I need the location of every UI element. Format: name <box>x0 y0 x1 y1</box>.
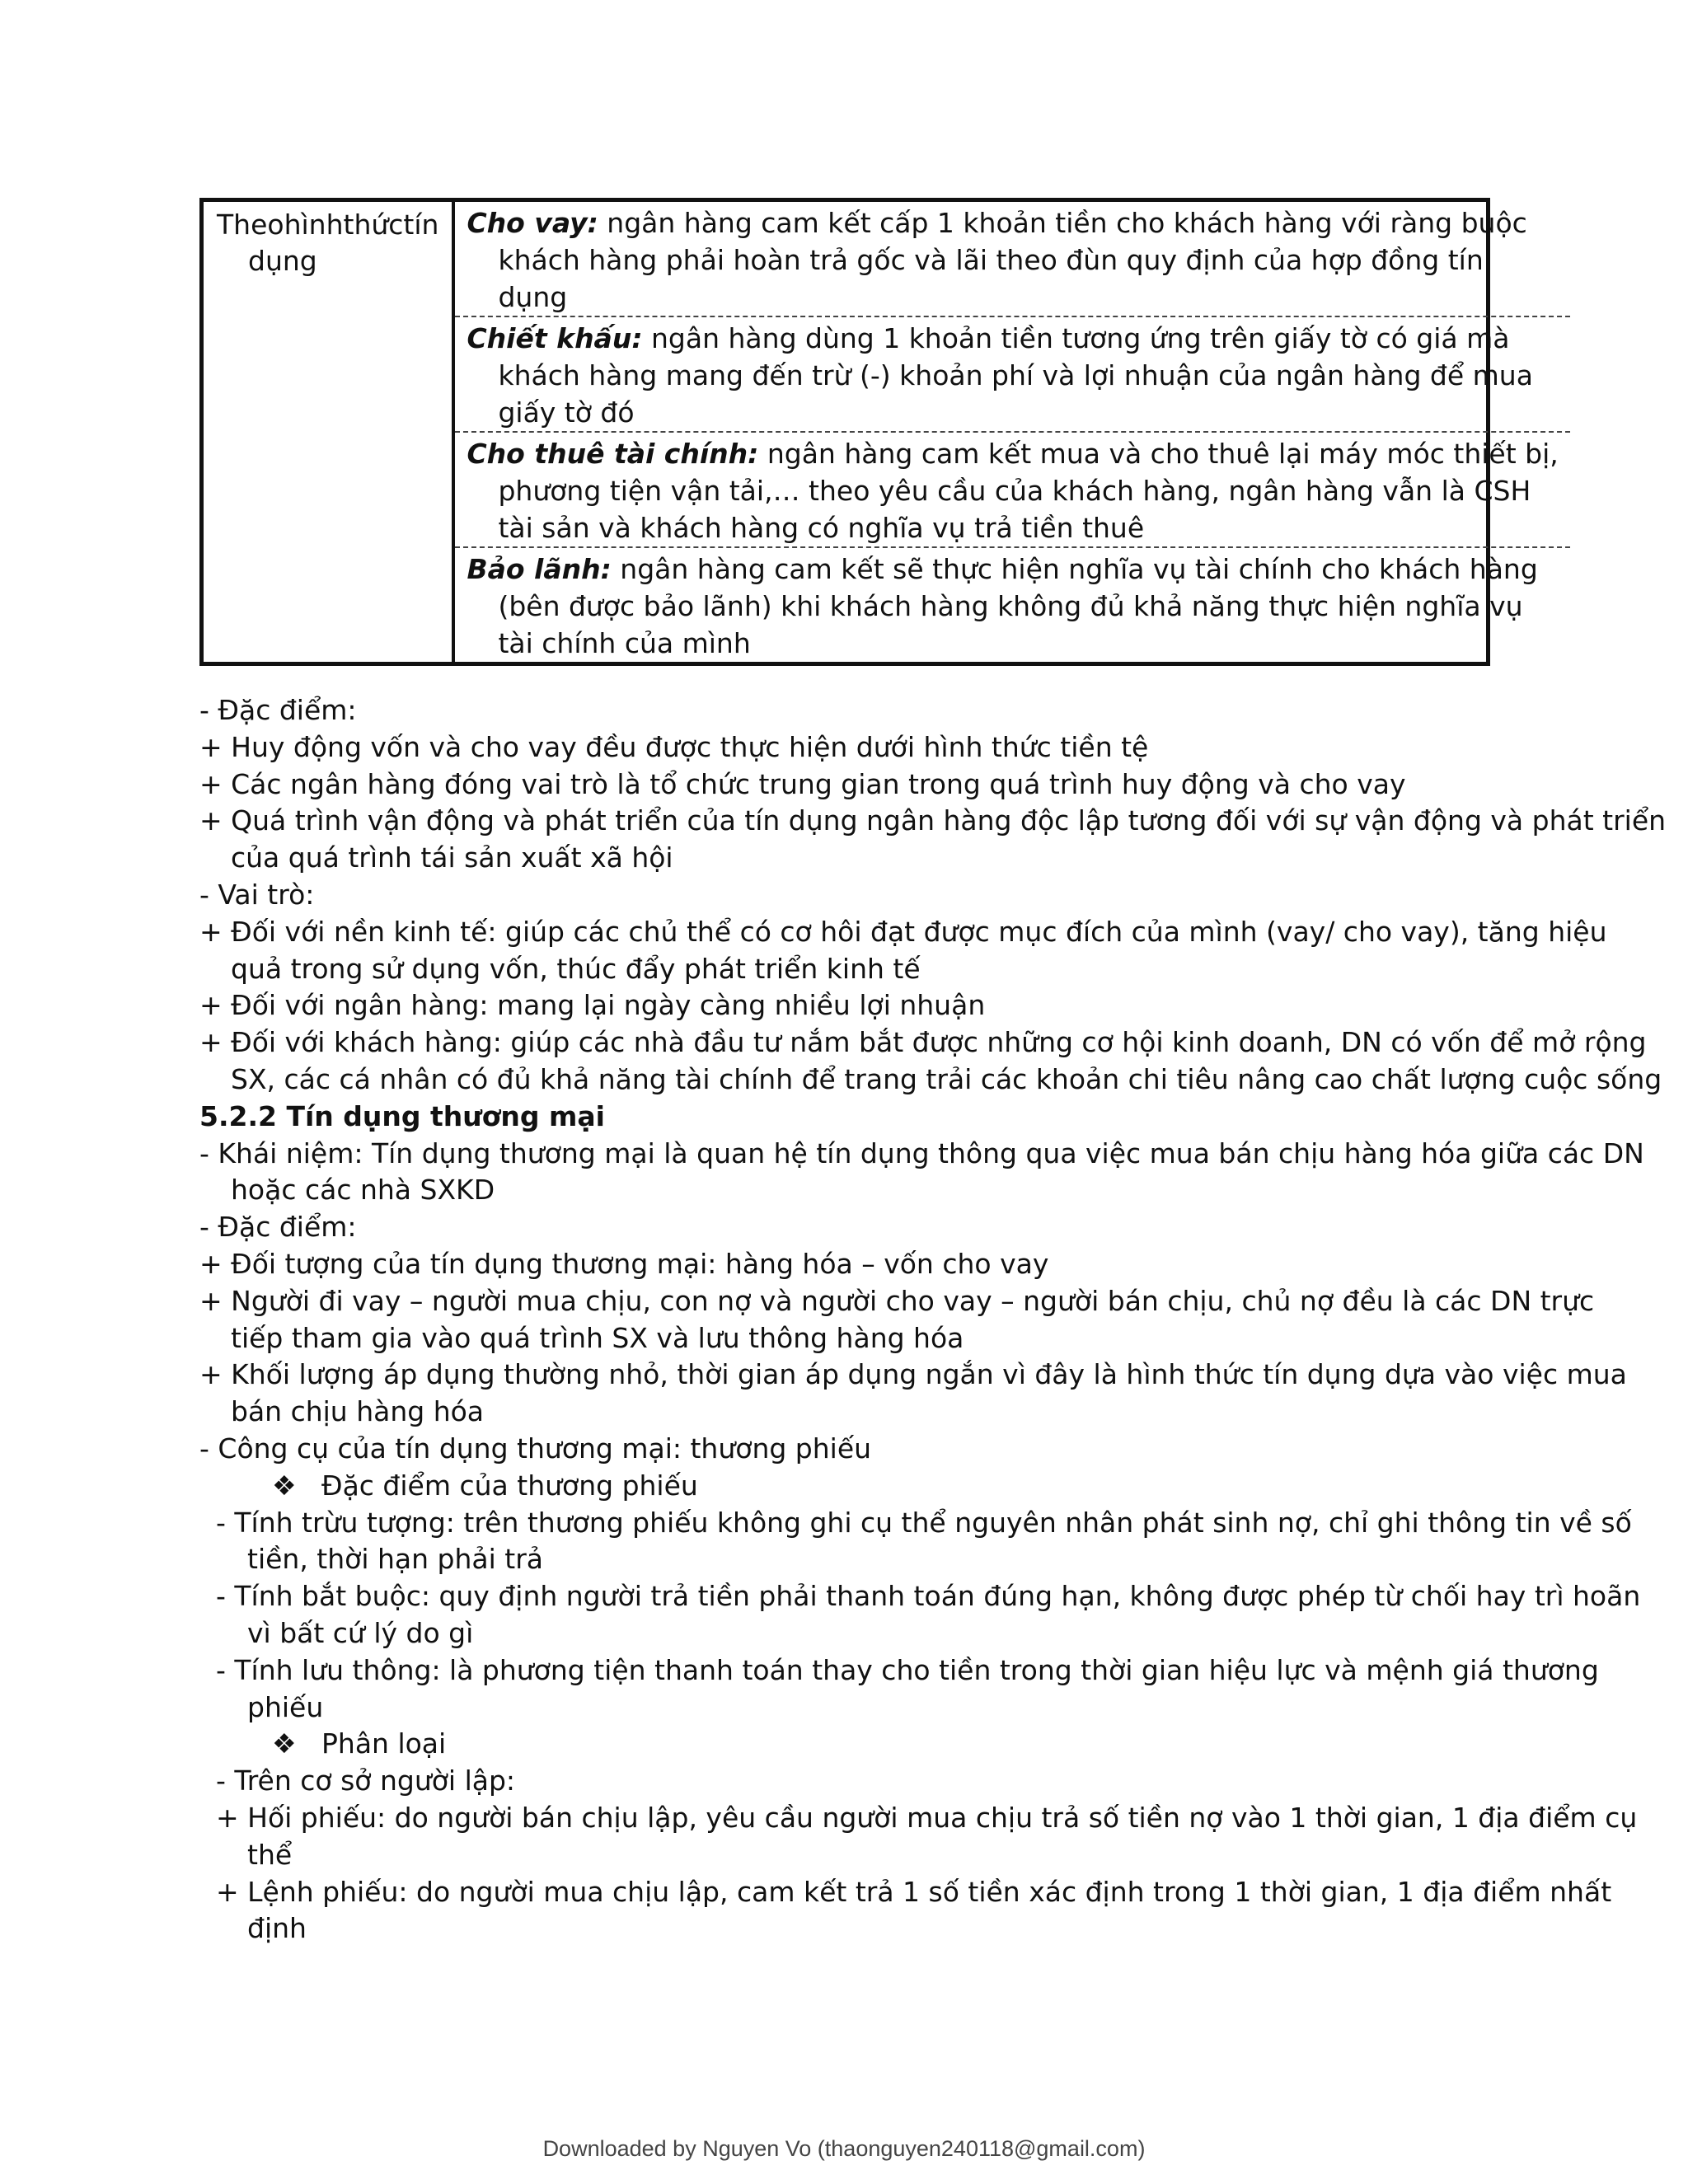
term-cho-vay: Cho vay: <box>467 207 598 239</box>
definition-text: phương tiện vận tải,… theo yêu cầu của khách hàng, ngân hàng vẫn là CSH <box>498 475 1531 507</box>
section-heading: 5.2.2 Tín dụng thương mại <box>199 1099 605 1132</box>
section-label: - Đặc điểm: <box>199 1211 357 1244</box>
text-line: quả trong sử dụng vốn, thúc đẩy phát triển kinh tế <box>231 952 921 985</box>
diamond-bullet-icon: ❖ <box>272 1727 297 1760</box>
table-row-bao-lanh <box>455 548 1569 662</box>
text-line: + Quá trình vận động và phát triển của tín dụng ngân hàng độc lập tương đối với sự vận động và phát triển <box>199 804 1667 837</box>
body-text <box>199 692 1667 1947</box>
definition-text: khách hàng mang đến trừ (-) khoản phí và lợi nhuận của ngân hàng để mua <box>498 359 1533 391</box>
text-line: bán chịu hàng hóa <box>231 1395 485 1428</box>
text-line: hoặc các nhà SXKD <box>231 1174 495 1207</box>
text-line: + Đối với ngân hàng: mang lại ngày càng nhiều lợi nhuận <box>199 989 986 1022</box>
text-line: tiếp tham gia vào quá trình SX và lưu thông hàng hóa <box>231 1321 964 1354</box>
text-line: của quá trình tái sản xuất xã hội <box>231 841 673 874</box>
text-line: vì bất cứ lý do gì <box>247 1616 474 1649</box>
text-line: + Người đi vay – người mua chịu, con nợ và người cho vay – người bán chịu, chủ nợ đều là các DN trực <box>199 1284 1595 1317</box>
text-line: phiếu <box>247 1690 324 1723</box>
text-line: SX, các cá nhân có đủ khả năng tài chính để trang trải các khoản chi tiêu nâng cao chất lượng cuộc sống <box>231 1062 1662 1095</box>
term-cho-thue-tai-chinh: Cho thuê tài chính: <box>467 438 759 470</box>
text-line: - Công cụ của tín dụng thương mại: thương phiếu <box>199 1432 872 1465</box>
text-line: - Khái niệm: Tín dụng thương mại là quan hệ tín dụng thông qua việc mua bán chịu hàng hóa giữa các DN <box>199 1137 1644 1169</box>
definition-text: ngân hàng cam kết mua và cho thuê lại máy móc thiết bị, <box>758 438 1559 470</box>
text-line: - Tính lưu thông: là phương tiện thanh toán thay cho tiền trong thời gian hiệu lực và mệnh giá thương <box>216 1653 1599 1686</box>
section-label: - Vai trò: <box>199 878 315 911</box>
table-right-cell <box>455 202 1569 662</box>
definition-text: dụng <box>498 281 568 313</box>
definition-text: ngân hàng cam kết cấp 1 khoản tiền cho khách hàng với ràng buộc <box>598 207 1527 239</box>
definition-text: giấy tờ đó <box>498 396 635 429</box>
header-word: Theo <box>217 209 284 241</box>
text-line: + Lệnh phiếu: do người mua chịu lập, cam kết trả 1 số tiền xác định trong 1 thời gian, 1 địa điểm nhất <box>216 1875 1612 1908</box>
text-line: + Huy động vốn và cho vay đều được thực hiện dưới hình thức tiền tệ <box>199 730 1149 763</box>
definition-text: ngân hàng dùng 1 khoản tiền tương ứng trên giấy tờ có giá mà <box>642 322 1510 354</box>
table-row-header <box>217 207 438 279</box>
text-line: + Đối với nền kinh tế: giúp các chủ thể có cơ hôi đạt được mục đích của mình (vay/ cho vay), tăng hiệu <box>199 915 1607 948</box>
text-line: - Tính bắt buộc: quy định người trả tiền phải thanh toán đúng hạn, không được phép từ chối hay trì hoãn <box>216 1580 1641 1613</box>
text-line: + Đối tượng của tín dụng thương mại: hàng hóa – vốn cho vay <box>199 1247 1049 1280</box>
bullet-text: Đặc điểm của thương phiếu <box>321 1469 698 1502</box>
bullet-text: Phân loại <box>321 1727 447 1760</box>
table-row-cho-vay <box>455 202 1569 317</box>
table-row-cho-thue-tai-chinh <box>455 433 1569 548</box>
term-chiet-khau: Chiết khấu: <box>467 322 643 354</box>
text-line: + Các ngân hàng đóng vai trò là tổ chức trung gian trong quá trình huy động và cho vay <box>199 767 1406 800</box>
term-bao-lanh: Bảo lãnh: <box>467 553 612 585</box>
text-line: - Trên cơ sở người lập: <box>216 1765 516 1797</box>
header-word: tín <box>403 209 439 241</box>
definition-text: tài chính của mình <box>498 627 751 659</box>
table-left-cell <box>204 202 455 662</box>
text-line: định <box>247 1912 307 1945</box>
download-footer: Downloaded by Nguyen Vo (thaonguyen240118@gmail.com) <box>542 2136 1146 2161</box>
text-line: - Tính trừu tượng: trên thương phiếu không ghi cụ thể nguyên nhân phát sinh nợ, chỉ ghi thông tin về số <box>216 1506 1632 1539</box>
diamond-bullet-icon: ❖ <box>272 1469 297 1502</box>
definition-text: (bên được bảo lãnh) khi khách hàng không đủ khả năng thực hiện nghĩa vụ <box>498 590 1523 622</box>
header-word: hình <box>284 209 344 241</box>
credit-forms-table <box>199 198 1559 666</box>
definition-text: ngân hàng cam kết sẽ thực hiện nghĩa vụ tài chính cho khách hàng <box>611 553 1538 585</box>
definition-text: tài sản và khách hàng có nghĩa vụ trả tiền thuê <box>498 512 1145 544</box>
text-line: + Khối lượng áp dụng thường nhỏ, thời gian áp dụng ngắn vì đây là hình thức tín dụng dựa vào việc mua <box>199 1358 1627 1391</box>
header-word: dụng <box>248 245 317 277</box>
bullet-item <box>199 1468 1493 1505</box>
text-line: thể <box>247 1838 293 1871</box>
table-row-chiet-khau <box>455 317 1569 433</box>
bullet-item <box>199 1726 1493 1763</box>
section-label: - Đặc điểm: <box>199 694 357 726</box>
text-line: + Đối với khách hàng: giúp các nhà đầu tư nắm bắt được những cơ hội kinh doanh, DN có vốn để mở rộng <box>199 1026 1647 1059</box>
header-word: thức <box>343 209 404 241</box>
text-line: + Hối phiếu: do người bán chịu lập, yêu cầu người mua chịu trả số tiền nợ vào 1 thời gian, 1 địa điểm cụ <box>216 1801 1638 1834</box>
definition-text: khách hàng phải hoàn trả gốc và lãi theo đùn quy định của hợp đồng tín <box>498 244 1484 276</box>
text-line: tiền, thời hạn phải trả <box>247 1543 544 1576</box>
